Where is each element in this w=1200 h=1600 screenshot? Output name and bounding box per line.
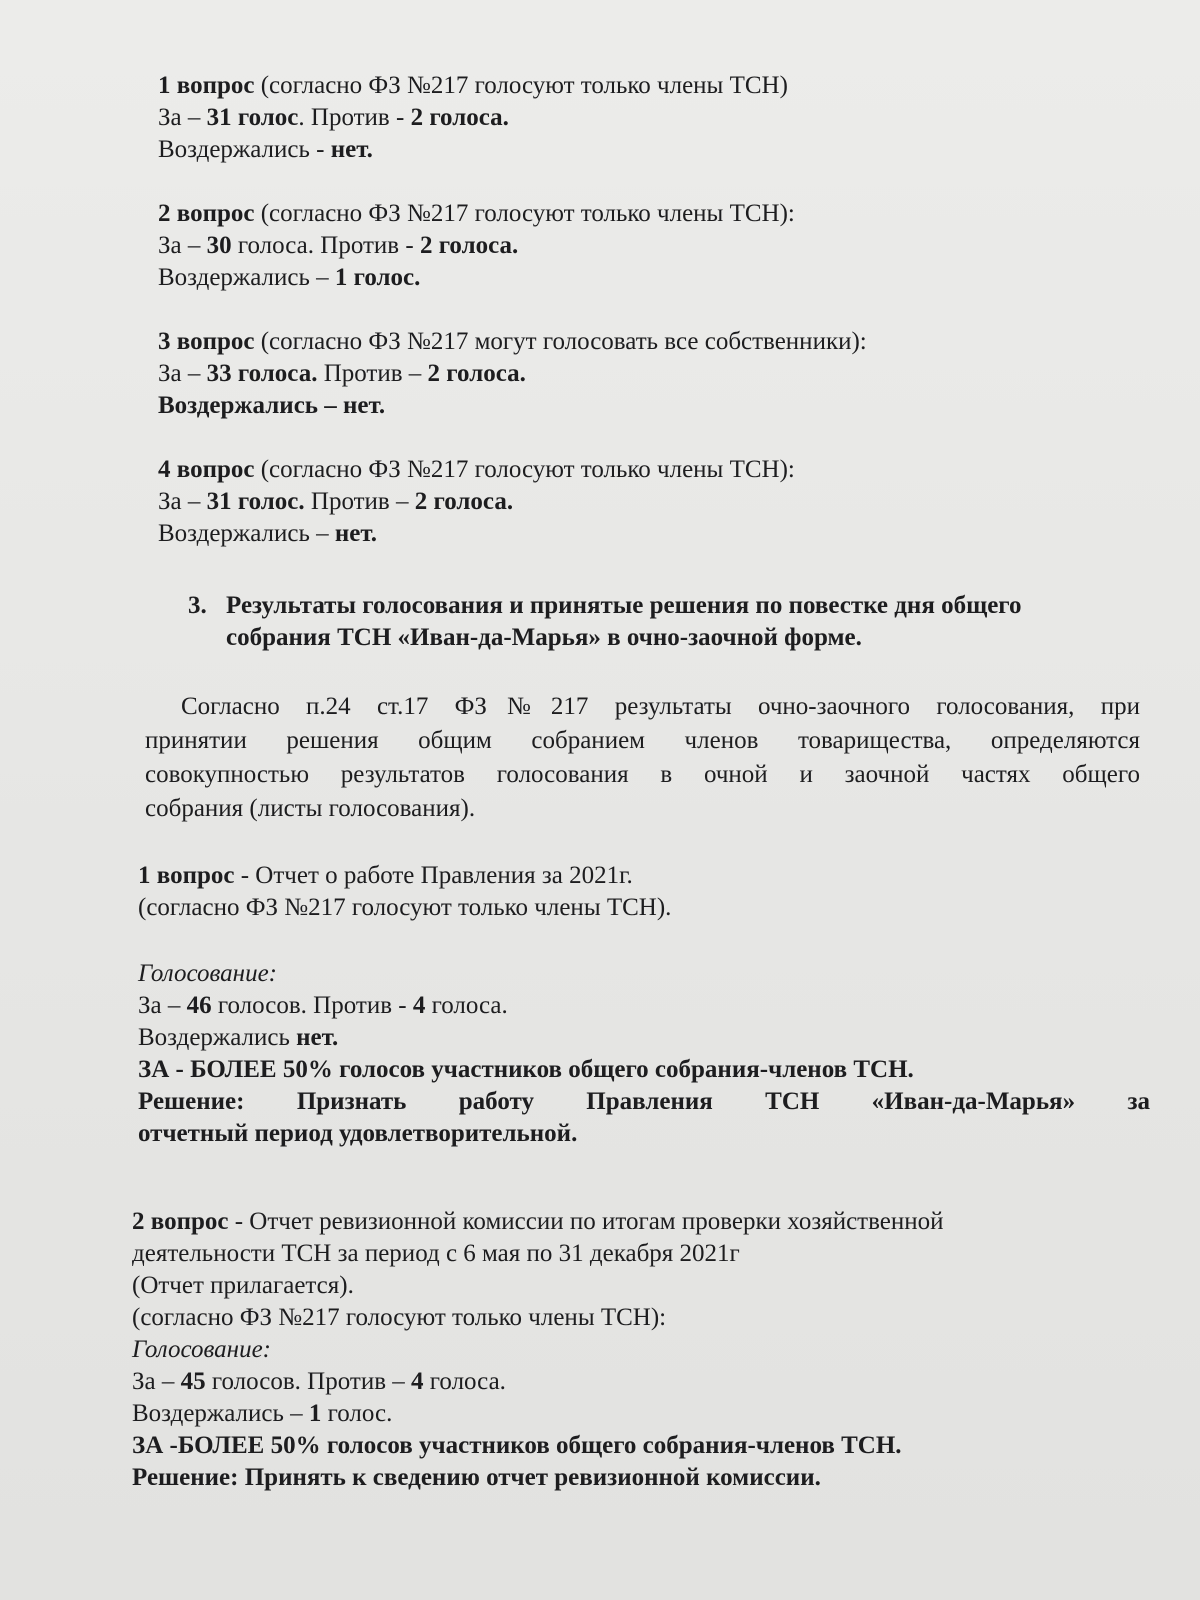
q1-majority: ЗА - БОЛЕЕ 50% голосов участников общего собрания-членов ТСН. (138, 1056, 914, 1083)
prelim-q3-protiv-value: 2 голоса. (427, 360, 526, 387)
q1-voting-label: Голосование: (138, 960, 277, 987)
q2-majority: ЗА -БОЛЕЕ 50% голосов участников общего собрания-членов ТСН. (132, 1432, 902, 1459)
prelim-question-4 (158, 454, 867, 550)
prelim-q1-abstain-value: нет. (330, 136, 373, 163)
q2-za-label: За – (132, 1368, 181, 1395)
q1-za-value: 46 (186, 992, 212, 1019)
q1-decision-line-1: Решение: Признать работу Правления ТСН «Иван-да-Марья» за (138, 1088, 1150, 1115)
q1-protiv-value: 4 (412, 992, 426, 1019)
intro-line: совокупностью результатов голосования в очной и заочной частях общего (145, 761, 1140, 788)
q1-title: 1 вопрос (138, 862, 235, 889)
prelim-q4-protiv-value: 2 голоса. (414, 488, 514, 515)
prelim-q2-protiv-value: 2 голоса. (419, 232, 519, 259)
section-3-heading (188, 590, 1078, 654)
preliminary-votes (158, 70, 867, 550)
prelim-q1-za-value: 31 голос (206, 104, 299, 131)
q1-decision-line-2: отчетный период удовлетворительной. (138, 1120, 578, 1147)
section-number: 3. (188, 592, 207, 619)
prelim-q1-za-end: . Против - (298, 104, 411, 131)
prelim-q1-title: 1 вопрос (158, 72, 255, 99)
prelim-q1-note: (согласно ФЗ №217 голосуют только члены ТСН) (254, 72, 788, 99)
q1-note: (согласно ФЗ №217 голосуют только члены ТСН). (138, 894, 672, 921)
prelim-q2-abstain-value: 1 голос. (334, 264, 421, 291)
q2-za-value: 45 (180, 1368, 206, 1395)
intro-line: Согласно п.24 ст.17 ФЗ№217 результаты очно-заочного голосования, при (181, 693, 1140, 720)
q2-voting-label: Голосование: (132, 1336, 271, 1363)
intro-paragraph (145, 690, 1140, 826)
prelim-q3-abstain-value: Воздержались – нет. (158, 392, 386, 419)
q2-note: (согласно ФЗ №217 голосуют только члены ТСН): (132, 1304, 667, 1331)
q2-abstain-end: голос. (321, 1400, 393, 1427)
q2-decision: Решение: Принять к сведению отчет ревизионной комиссии. (132, 1464, 821, 1491)
prelim-q4-abstain-value: нет. (334, 520, 378, 547)
q2-za-end: голосов. Против – (205, 1368, 412, 1395)
q1-text: - Отчет о работе Правления за 2021г. (234, 862, 633, 889)
q2-abstain-label: Воздержались – (132, 1400, 309, 1427)
question-2-block (132, 1206, 944, 1494)
prelim-q3-za-end: Против – (317, 360, 428, 387)
prelim-q2-abstain-label: Воздержались – (158, 264, 335, 291)
prelim-q4-za-label: За – (158, 488, 207, 515)
prelim-question-1 (158, 70, 867, 166)
prelim-q1-protiv-value: 2 голоса. (410, 104, 509, 131)
prelim-q2-note: (согласно ФЗ №217 голосуют только члены ТСН): (254, 200, 795, 227)
q1-protiv-end: голоса. (425, 992, 508, 1019)
prelim-question-3 (158, 326, 867, 422)
q1-abstain-label: Воздержались (138, 1024, 297, 1051)
prelim-q2-za-value: 30 (206, 232, 232, 259)
prelim-q4-title: 4 вопрос (158, 456, 255, 483)
intro-line: собрания (листы голосования). (145, 795, 476, 822)
section-title: Результаты голосования и принятые решения по повестке дня общего собрания ТСН «Иван-да-Марья» в очно-заочной форме. (226, 592, 1022, 651)
q1-za-end: голосов. Против - (211, 992, 413, 1019)
prelim-q3-title: 3 вопрос (158, 328, 255, 355)
prelim-q3-za-label: За – (158, 360, 207, 387)
q2-protiv-value: 4 (411, 1368, 424, 1395)
prelim-q1-abstain-label: Воздержались - (158, 136, 331, 163)
prelim-question-2 (158, 198, 867, 294)
prelim-q2-za-end: голоса. Против - (231, 232, 420, 259)
q2-protiv-end: голоса. (423, 1368, 506, 1395)
q2-attached: (Отчет прилагается). (132, 1272, 354, 1299)
prelim-q4-note: (согласно ФЗ №217 голосуют только члены ТСН): (254, 456, 795, 483)
prelim-q2-za-label: За – (158, 232, 207, 259)
prelim-q2-title: 2 вопрос (158, 200, 255, 227)
intro-line: принятии решения общим собранием членов товарищества, определяются (145, 727, 1140, 754)
prelim-q4-za-end: Против – (304, 488, 415, 515)
q2-title: 2 вопрос (132, 1208, 229, 1235)
prelim-q4-abstain-label: Воздержались – (158, 520, 335, 547)
prelim-q1-za-label: За – (158, 104, 207, 131)
q2-abstain-value: 1 (308, 1400, 322, 1427)
q1-abstain-value: нет. (296, 1024, 339, 1051)
prelim-q3-note: (согласно ФЗ №217 могут голосовать все собственники): (254, 328, 867, 355)
q2-text: - Отчет ревизионной комиссии по итогам проверки хозяйственной (228, 1208, 944, 1235)
q2-text-line-2: деятельности ТСН за период с 6 мая по 31 декабря 2021г (132, 1240, 740, 1267)
prelim-q3-za-value: 33 голоса. (206, 360, 318, 387)
q1-za-label: За – (138, 992, 187, 1019)
question-1-block (138, 860, 1150, 1150)
prelim-q4-za-value: 31 голос. (206, 488, 305, 515)
